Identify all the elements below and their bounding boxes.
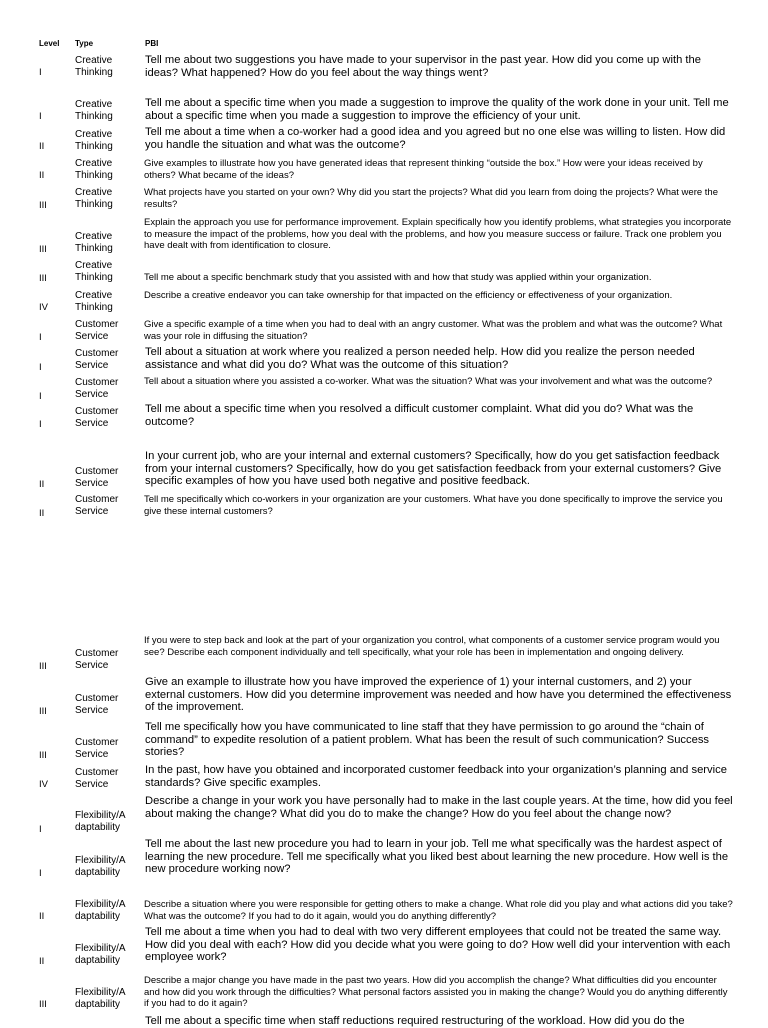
row-type: Creative Thinking xyxy=(75,99,113,122)
row-question: Give a specific example of a time when you had to deal with an angry customer. What was the problem and what was the outcome? What was your role in diffusing the situation? xyxy=(144,319,723,342)
row-question: Tell me about two suggestions you have made to your supervisor in the past year. How did you come up with the ideas? What happened? How do you feel about the way things went? xyxy=(145,54,701,79)
row-type: Customer Service xyxy=(75,737,119,760)
row-level: I xyxy=(39,67,42,78)
row-level: I xyxy=(39,391,42,402)
row-question: Tell me about a time when a co-worker had a good idea and you agreed but no one else was willing to listen. How did you handle the situation and what was the outcome? xyxy=(145,126,726,151)
row-type: Customer Service xyxy=(75,466,119,489)
row-type: Flexibility/A daptability xyxy=(75,987,126,1010)
row-question: Describe a creative endeavor you can take ownership for that impacted on the efficiency or effectiveness of your organization. xyxy=(144,290,673,301)
row-type: Creative Thinking xyxy=(75,129,113,152)
row-level: II xyxy=(39,170,45,181)
row-level: I xyxy=(39,419,42,430)
row-type: Creative Thinking xyxy=(75,158,113,181)
row-level: II xyxy=(39,141,45,152)
row-type: Creative Thinking xyxy=(75,55,113,78)
row-level: III xyxy=(39,999,47,1010)
row-question: Describe a major change you have made in the past two years. How did you accomplish the change? What difficulties did you encounter and how did you work through the difficulties? What personal factors assisted you in making the change? Would you do anything differently if you had to do it again? xyxy=(144,975,728,1010)
row-level: I xyxy=(39,111,42,122)
row-level: III xyxy=(39,200,47,211)
row-level: II xyxy=(39,956,45,967)
row-level: II xyxy=(39,479,45,490)
row-level: I xyxy=(39,332,42,343)
row-type: Creative Thinking xyxy=(75,290,113,313)
row-question: Tell me about the last new procedure you had to learn in your job. Tell me what specifically was the hardest aspect of learning the new procedure. Tell me specifically what you liked best about learning the new procedure. How well is the new procedure working now? xyxy=(145,838,729,875)
header-level: Level xyxy=(39,39,60,48)
row-question: If you were to step back and look at the part of your organization you control, what components of a customer service program would you see? Describe each component individually and tell specifically, what your role has been in implementation and ongoing delivery. xyxy=(144,635,720,658)
row-type: Creative Thinking xyxy=(75,260,113,283)
row-question: Tell me about a specific time when staff reductions required restructuring of the workload. How did you do the xyxy=(145,1015,685,1027)
row-type: Customer Service xyxy=(75,319,119,342)
row-level: II xyxy=(39,911,45,922)
row-type: Creative Thinking xyxy=(75,231,113,254)
row-type: Flexibility/A daptability xyxy=(75,855,126,878)
row-level: III xyxy=(39,706,47,717)
row-type: Customer Service xyxy=(75,348,119,371)
row-question: Tell me about a specific time when you made a suggestion to improve the quality of the work done in your unit. Tell me about a specific time when you made a suggestion to improve the efficiency of your unit. xyxy=(145,97,729,122)
row-level: III xyxy=(39,273,47,284)
row-type: Customer Service xyxy=(75,648,119,671)
row-question: What projects have you started on your own? Why did you start the projects? What did you learn from doing the projects? What were the results? xyxy=(144,187,718,210)
row-type: Customer Service xyxy=(75,406,119,429)
row-type: Flexibility/A daptability xyxy=(75,899,126,922)
row-question: Tell me specifically how you have communicated to line staff that they have permission to go around the “chain of command” to expedite resolution of a patient problem. What has been the result of such communication? Success stories? xyxy=(145,721,710,758)
row-level: II xyxy=(39,508,45,519)
header-pbi: PBI xyxy=(145,39,159,48)
row-question: Tell me about a time when you had to deal with two very different employees that could not be treated the same way. How did you deal with each? How did you decide what you were going to do? How well did your intervention with each employee work? xyxy=(145,926,731,963)
row-level: III xyxy=(39,661,47,672)
row-question: Describe a change in your work you have personally had to make in the last couple years. At the time, how did you feel about making the change? What did you do to make the change? How do you feel about the change now? xyxy=(145,795,733,820)
row-question: Explain the approach you use for performance improvement. Explain specifically how you identify problems, what strategies you incorporate to measure the impact of the problems, how you deal with the problems, and how you measure success or failure. Track one problem you have dealt with from identification to closure. xyxy=(144,217,732,252)
row-question: Tell about a situation at work where you realized a person needed help. How did you realize the person needed assistance and what did you do? What was the outcome of this situation? xyxy=(145,346,695,371)
row-type: Flexibility/A daptability xyxy=(75,943,126,966)
row-level: I xyxy=(39,362,42,373)
row-level: I xyxy=(39,868,42,879)
row-question: In your current job, who are your internal and external customers? Specifically, how do you get satisfaction feedback from your internal customers? Specifically, how do you get satisfaction feedback from your external customers? Give specific examples of how you have used both negative and positive feedback. xyxy=(145,450,722,487)
row-question: Tell about a situation where you assisted a co-worker. What was the situation? What was your involvement and what was the outcome? xyxy=(144,376,713,387)
row-question: In the past, how have you obtained and incorporated customer feedback into your organization’s planning and service standards? Give specific examples. xyxy=(145,764,727,789)
row-level: III xyxy=(39,244,47,255)
row-level: III xyxy=(39,750,47,761)
row-level: IV xyxy=(39,779,48,790)
row-type: Creative Thinking xyxy=(75,187,113,210)
row-type: Customer Service xyxy=(75,377,119,400)
row-type: Customer Service xyxy=(75,767,119,790)
row-level: I xyxy=(39,824,42,835)
row-level: IV xyxy=(39,302,48,313)
row-question: Give an example to illustrate how you have improved the experience of 1) your internal customers, and 2) your external customers. How did you determine improvement was needed and how have you determined the effectiveness of the improvement. xyxy=(145,676,732,713)
row-question: Tell me about a specific benchmark study that you assisted with and how that study was applied within your organization. xyxy=(144,272,652,283)
row-type: Flexibility/A daptability xyxy=(75,810,126,833)
row-type: Customer Service xyxy=(75,494,119,517)
row-question: Tell me about a specific time when you resolved a difficult customer complaint. What did you do? What was the outcome? xyxy=(145,403,694,428)
header-type: Type xyxy=(75,39,94,48)
row-type: Customer Service xyxy=(75,693,119,716)
row-question: Describe a situation where you were responsible for getting others to make a change. What role did you play and what actions did you take? What was the outcome? If you had to do it again, would you do anything differently? xyxy=(144,899,733,922)
row-question: Give examples to illustrate how you have generated ideas that represent thinking “outside the box.” How were your ideas received by others? What became of the ideas? xyxy=(144,158,703,181)
row-question: Tell me specifically which co-workers in your organization are your customers. What have you done specifically to improve the service you give these internal customers? xyxy=(144,494,723,517)
